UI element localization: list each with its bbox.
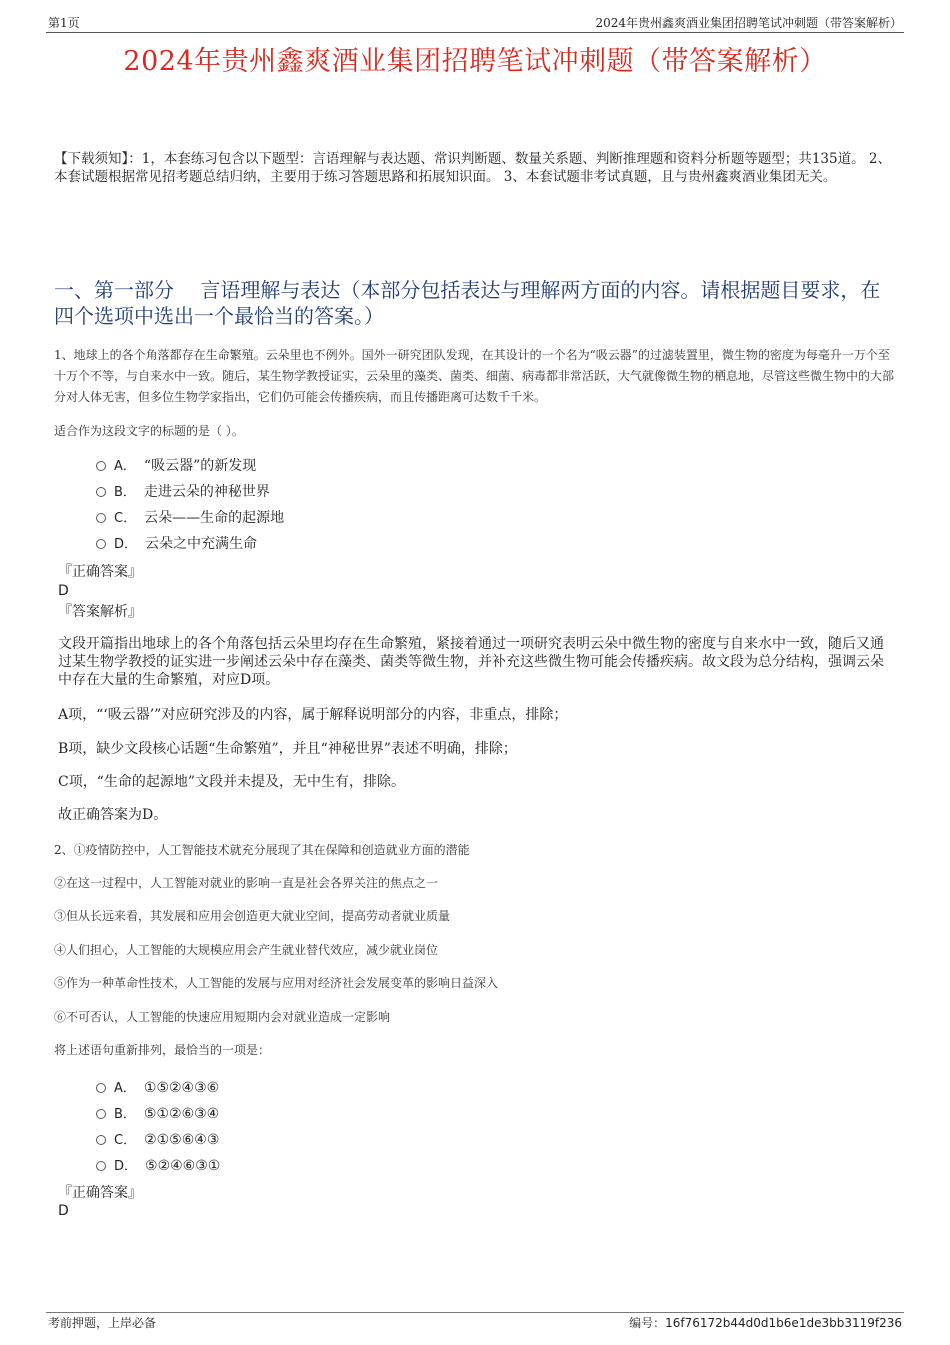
question-2-answer-label: 『正确答案』 <box>58 1185 142 1201</box>
radio-icon[interactable] <box>96 461 106 471</box>
option-key: B． <box>114 1107 136 1122</box>
option-text: ⑤①②⑥③④ <box>143 1106 220 1122</box>
question-1-options <box>96 453 284 557</box>
option-key: D． <box>114 537 138 552</box>
question-1-analysis-c: C项，“生命的起源地”文段并未提及，无中生有，排除。 <box>58 774 406 790</box>
option-text: 云朵之中充满生命 <box>145 536 258 552</box>
option-text: “吸云器”的新发现 <box>143 458 257 474</box>
question-1-answer: D <box>58 583 69 599</box>
question-1-analysis-b: B项，缺少文段核心话题“生命繁殖”，并且“神秘世界”表述不明确，排除； <box>58 741 517 757</box>
page-header <box>46 14 904 33</box>
radio-icon[interactable] <box>96 1161 106 1171</box>
option-key: D． <box>114 1159 138 1174</box>
question-2-sentence-5: ⑤作为一种革命性技术，人工智能的发展与应用对经济社会发展变革的影响日益深入 <box>54 976 499 990</box>
option-key: A． <box>114 459 136 474</box>
question-1-answer-label: 『正确答案』 <box>58 564 142 580</box>
question-1-analysis-paragraph: 文段开篇指出地球上的各个角落包括云朵里均存在生命繁殖，紧接着通过一项研究表明云朵中微生物的密度与自来水中一致，随后又通过某生物学教授的证实进一步阐述云朵中存在藻类、菌类等微生物，并补充这些微生物可能会传播疾病。故文段为总分结构，强调云朵中存在大量的生命繁殖，对应D项。 <box>58 636 884 688</box>
option-text: 云朵——生命的起源地 <box>144 510 285 526</box>
option-key: C． <box>114 511 137 526</box>
footer-code-label: 编号： <box>629 1316 666 1330</box>
question-1-option-a[interactable] <box>96 453 284 479</box>
question-2-sentence-3: ③但从长远来看，其发展和应用会创造更大就业空间，提高劳动者就业质量 <box>54 909 451 923</box>
question-2-option-b[interactable] <box>96 1101 220 1127</box>
download-notice: 【下载须知】：1，本套练习包含以下题型：言语理解与表达题、常识判断题、数量关系题、判断推理题和资料分析题等题型；共135道。 2、本套试题根据常见招考题总结归纳，主要用于练习答题思路和拓展知识面。 3、本套试题非考试真题，且与贵州鑫爽酒业集团无关。 <box>54 151 891 185</box>
option-key: C． <box>114 1133 137 1148</box>
question-2-option-d[interactable] <box>96 1153 220 1179</box>
radio-icon[interactable] <box>96 1109 106 1119</box>
question-2-stem: 2、①疫情防控中，人工智能技术就充分展现了其在保障和创造就业方面的潜能 <box>54 843 470 857</box>
question-2-prompt: 将上述语句重新排列，最恰当的一项是： <box>54 1043 271 1057</box>
footer-code-group <box>629 1314 902 1332</box>
question-1-analysis-conclusion: 故正确答案为D。 <box>58 807 168 823</box>
question-1-stem: 1、地球上的各个角落都存在生命繁殖。云朵里也不例外。国外一研究团队发现，在其设计的一个名为“吸云器”的过滤装置里，微生物的密度为每毫升一万个至十万个不等，与自来水中一致。随后，某生物学教授证实，云朵里的藻类、菌类、细菌、病毒都非常活跃，大气就像微生物的栖息地，尽管这些微生物中的大部分对人体无害，但多位生物学家指出，它们仍可能会传播疾病，而且传播距离可达数千千米。 <box>54 348 895 404</box>
question-2-sentence-4: ④人们担心，人工智能的大规模应用会产生就业替代效应，减少就业岗位 <box>54 943 439 957</box>
question-1-option-b[interactable] <box>96 479 284 505</box>
question-2-answer: D <box>58 1203 69 1219</box>
radio-icon[interactable] <box>96 539 106 549</box>
question-2-sentence-6: ⑥不可否认，人工智能的快速应用短期内会对就业造成一定影响 <box>54 1010 391 1024</box>
option-key: A． <box>114 1081 136 1096</box>
option-key: B． <box>114 485 136 500</box>
radio-icon[interactable] <box>96 487 106 497</box>
question-1-analysis-label: 『答案解析』 <box>58 604 142 620</box>
question-2-option-a[interactable] <box>96 1075 220 1101</box>
question-1-prompt: 适合作为这段文字的标题的是（ ）。 <box>54 424 244 438</box>
footer-code: 16f76172b44d0d1b6e1de3bb3119f236 <box>665 1316 902 1330</box>
radio-icon[interactable] <box>96 1135 106 1145</box>
option-text: ⑤②④⑥③① <box>145 1158 221 1174</box>
radio-icon[interactable] <box>96 1083 106 1093</box>
question-2-sentence-2: ②在这一过程中，人工智能对就业的影响一直是社会各界关注的焦点之一 <box>54 876 439 890</box>
question-1-option-c[interactable] <box>96 505 284 531</box>
question-2-options <box>96 1075 220 1179</box>
document-title: 2024年贵州鑫爽酒业集团招聘笔试冲刺题（带答案解析） <box>123 46 827 77</box>
question-1-analysis-a: A项，“‘吸云器’”对应研究涉及的内容，属于解释说明部分的内容，非重点，排除； <box>58 707 568 723</box>
question-1-option-d[interactable] <box>96 531 284 557</box>
header-doc-title: 2024年贵州鑫爽酒业集团招聘笔试冲刺题（带答案解析） <box>595 16 902 30</box>
option-text: ①⑤②④③⑥ <box>143 1080 220 1096</box>
option-text: 走进云朵的神秘世界 <box>143 484 270 500</box>
page-footer <box>46 1312 904 1333</box>
question-2-option-c[interactable] <box>96 1127 220 1153</box>
footer-slogan: 考前押题，上岸必备 <box>48 1316 157 1330</box>
option-text: ②①⑤⑥④③ <box>144 1132 220 1148</box>
page-number: 第1页 <box>48 16 80 30</box>
section-heading: 一、第一部分 言语理解与表达（本部分包括表达与理解两方面的内容。请根据题目要求，在四个选项中选出一个最恰当的答案。） <box>54 278 881 328</box>
radio-icon[interactable] <box>96 513 106 523</box>
